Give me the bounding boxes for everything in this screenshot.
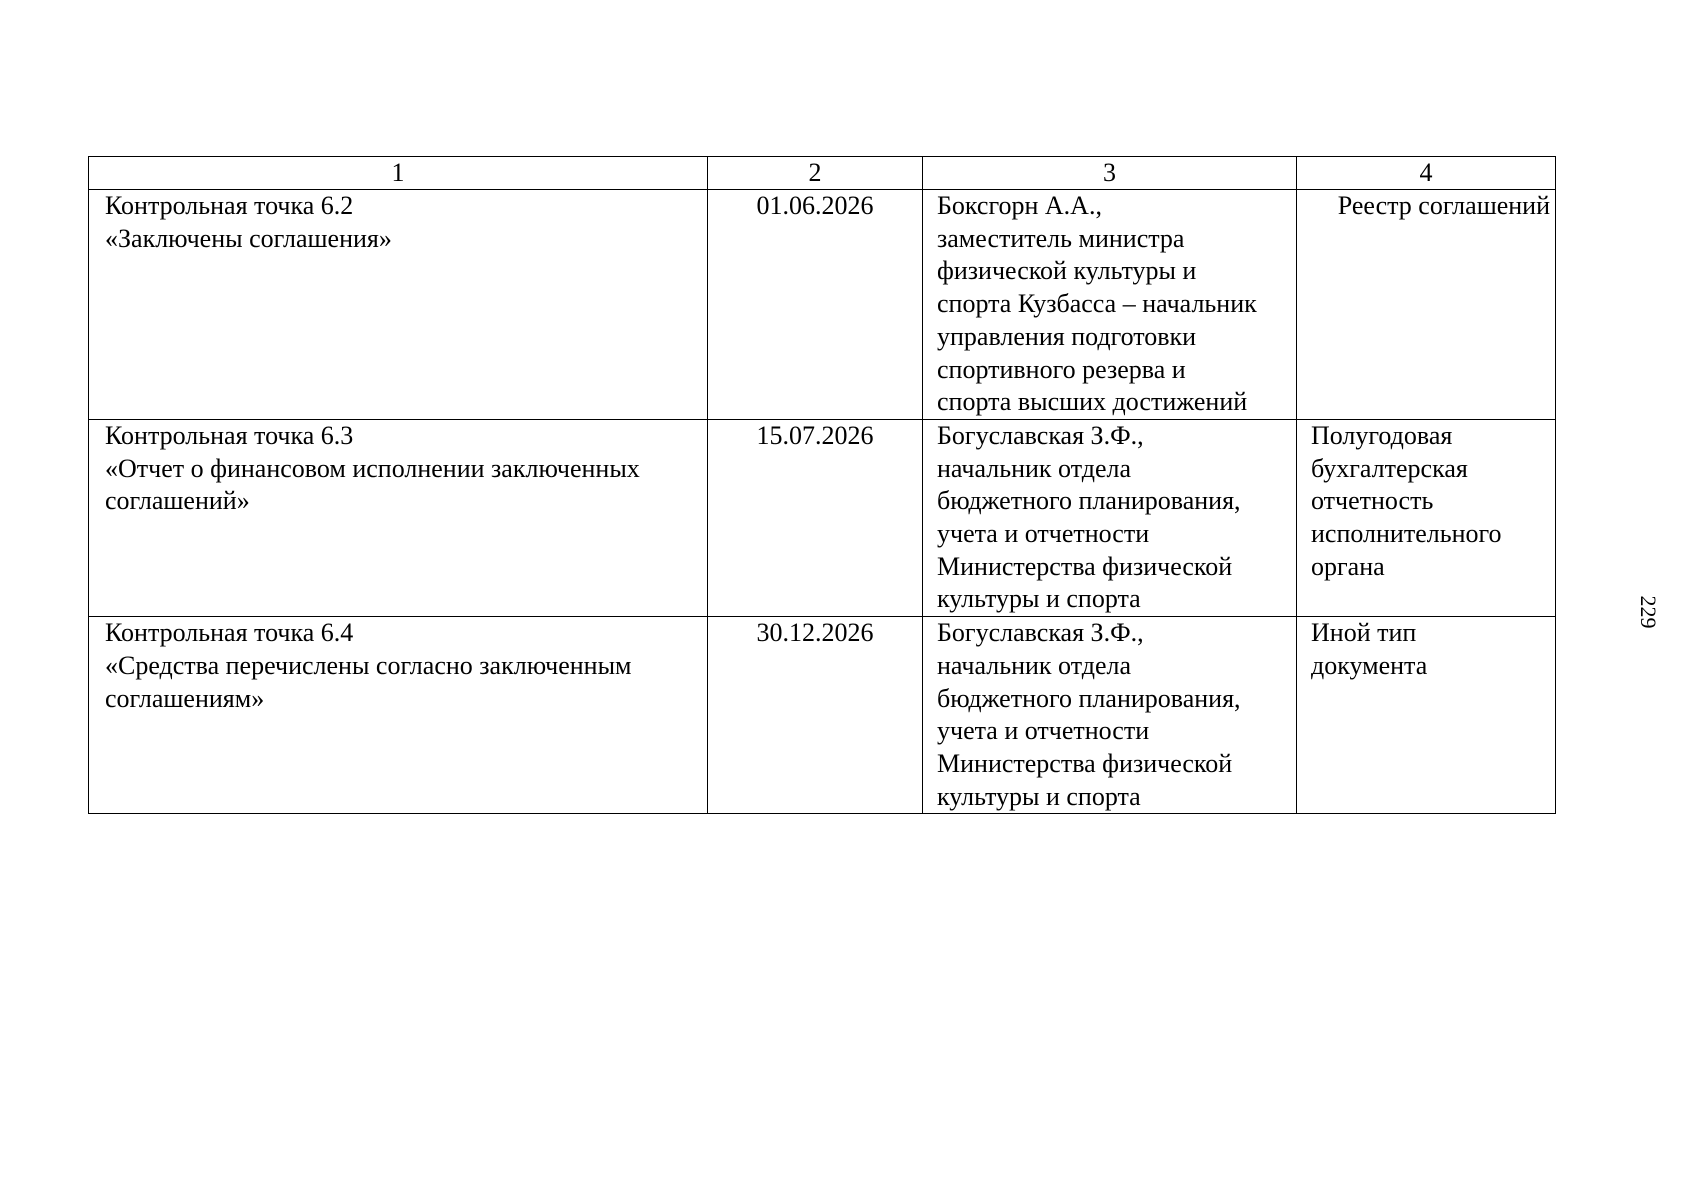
document-line: Реестр соглашений bbox=[1337, 191, 1550, 220]
document-cell bbox=[1297, 419, 1556, 616]
event-description: соглашениям» bbox=[105, 683, 265, 713]
responsible-line: заместитель министра bbox=[937, 223, 1185, 253]
responsible-line: спортивного резерва и bbox=[937, 354, 1186, 384]
document-line: бухгалтерская bbox=[1311, 453, 1468, 483]
document-cell bbox=[1297, 190, 1556, 420]
event-cell bbox=[89, 190, 708, 420]
responsible-line: управления подготовки bbox=[937, 321, 1197, 351]
event-description: «Средства перечислены согласно заключенным bbox=[105, 650, 632, 680]
column-number-3: 3 bbox=[923, 157, 1297, 190]
document-line: Иной тип bbox=[1311, 618, 1417, 648]
responsible-line: начальник отдела bbox=[937, 453, 1132, 483]
document-line: органа bbox=[1311, 551, 1385, 581]
responsible-line: физической культуры и bbox=[937, 256, 1197, 286]
document-line: Полугодовая bbox=[1311, 420, 1453, 450]
document-cell bbox=[1297, 617, 1556, 814]
responsible-line: начальник отдела bbox=[937, 650, 1132, 680]
date-cell: 30.12.2026 bbox=[708, 617, 923, 814]
event-title: Контрольная точка 6.2 bbox=[105, 191, 354, 220]
document-line: отчетность bbox=[1311, 486, 1434, 516]
table-row bbox=[89, 617, 1556, 814]
page-number: 229 bbox=[1636, 595, 1661, 629]
responsible-cell bbox=[923, 419, 1297, 616]
event-description: «Заключены соглашения» bbox=[105, 223, 392, 253]
date-cell: 15.07.2026 bbox=[708, 419, 923, 616]
document-line: документа bbox=[1311, 650, 1428, 680]
responsible-line: учета и отчетности bbox=[937, 519, 1150, 549]
table-header-row bbox=[89, 157, 1556, 190]
event-cell bbox=[89, 419, 708, 616]
responsible-line: Боксгорн А.А., bbox=[937, 191, 1102, 220]
responsible-line: культуры и спорта bbox=[937, 781, 1141, 811]
responsible-line: учета и отчетности bbox=[937, 716, 1150, 746]
responsible-line: культуры и спорта bbox=[937, 584, 1141, 614]
column-number-1: 1 bbox=[89, 157, 708, 190]
control-points-table bbox=[88, 156, 1556, 814]
responsible-cell bbox=[923, 190, 1297, 420]
table-row bbox=[89, 190, 1556, 420]
responsible-line: спорта высших достижений bbox=[937, 387, 1248, 417]
column-number-4: 4 bbox=[1297, 157, 1556, 190]
event-title: Контрольная точка 6.3 bbox=[105, 420, 354, 450]
responsible-line: бюджетного планирования, bbox=[937, 683, 1241, 713]
responsible-cell bbox=[923, 617, 1297, 814]
event-title: Контрольная точка 6.4 bbox=[105, 618, 354, 648]
table-row bbox=[89, 419, 1556, 616]
event-description: соглашений» bbox=[105, 486, 250, 516]
date-cell: 01.06.2026 bbox=[708, 190, 923, 420]
responsible-line: Богуславская З.Ф., bbox=[937, 618, 1144, 648]
event-description: «Отчет о финансовом исполнении заключенных bbox=[105, 453, 640, 483]
document-line: исполнительного bbox=[1311, 519, 1502, 549]
event-cell bbox=[89, 617, 708, 814]
responsible-line: Богуславская З.Ф., bbox=[937, 420, 1144, 450]
responsible-line: бюджетного планирования, bbox=[937, 486, 1241, 516]
column-number-2: 2 bbox=[708, 157, 923, 190]
responsible-line: спорта Кузбасса – начальник bbox=[937, 289, 1257, 319]
responsible-line: Министерства физической bbox=[937, 748, 1233, 778]
responsible-line: Министерства физической bbox=[937, 551, 1233, 581]
